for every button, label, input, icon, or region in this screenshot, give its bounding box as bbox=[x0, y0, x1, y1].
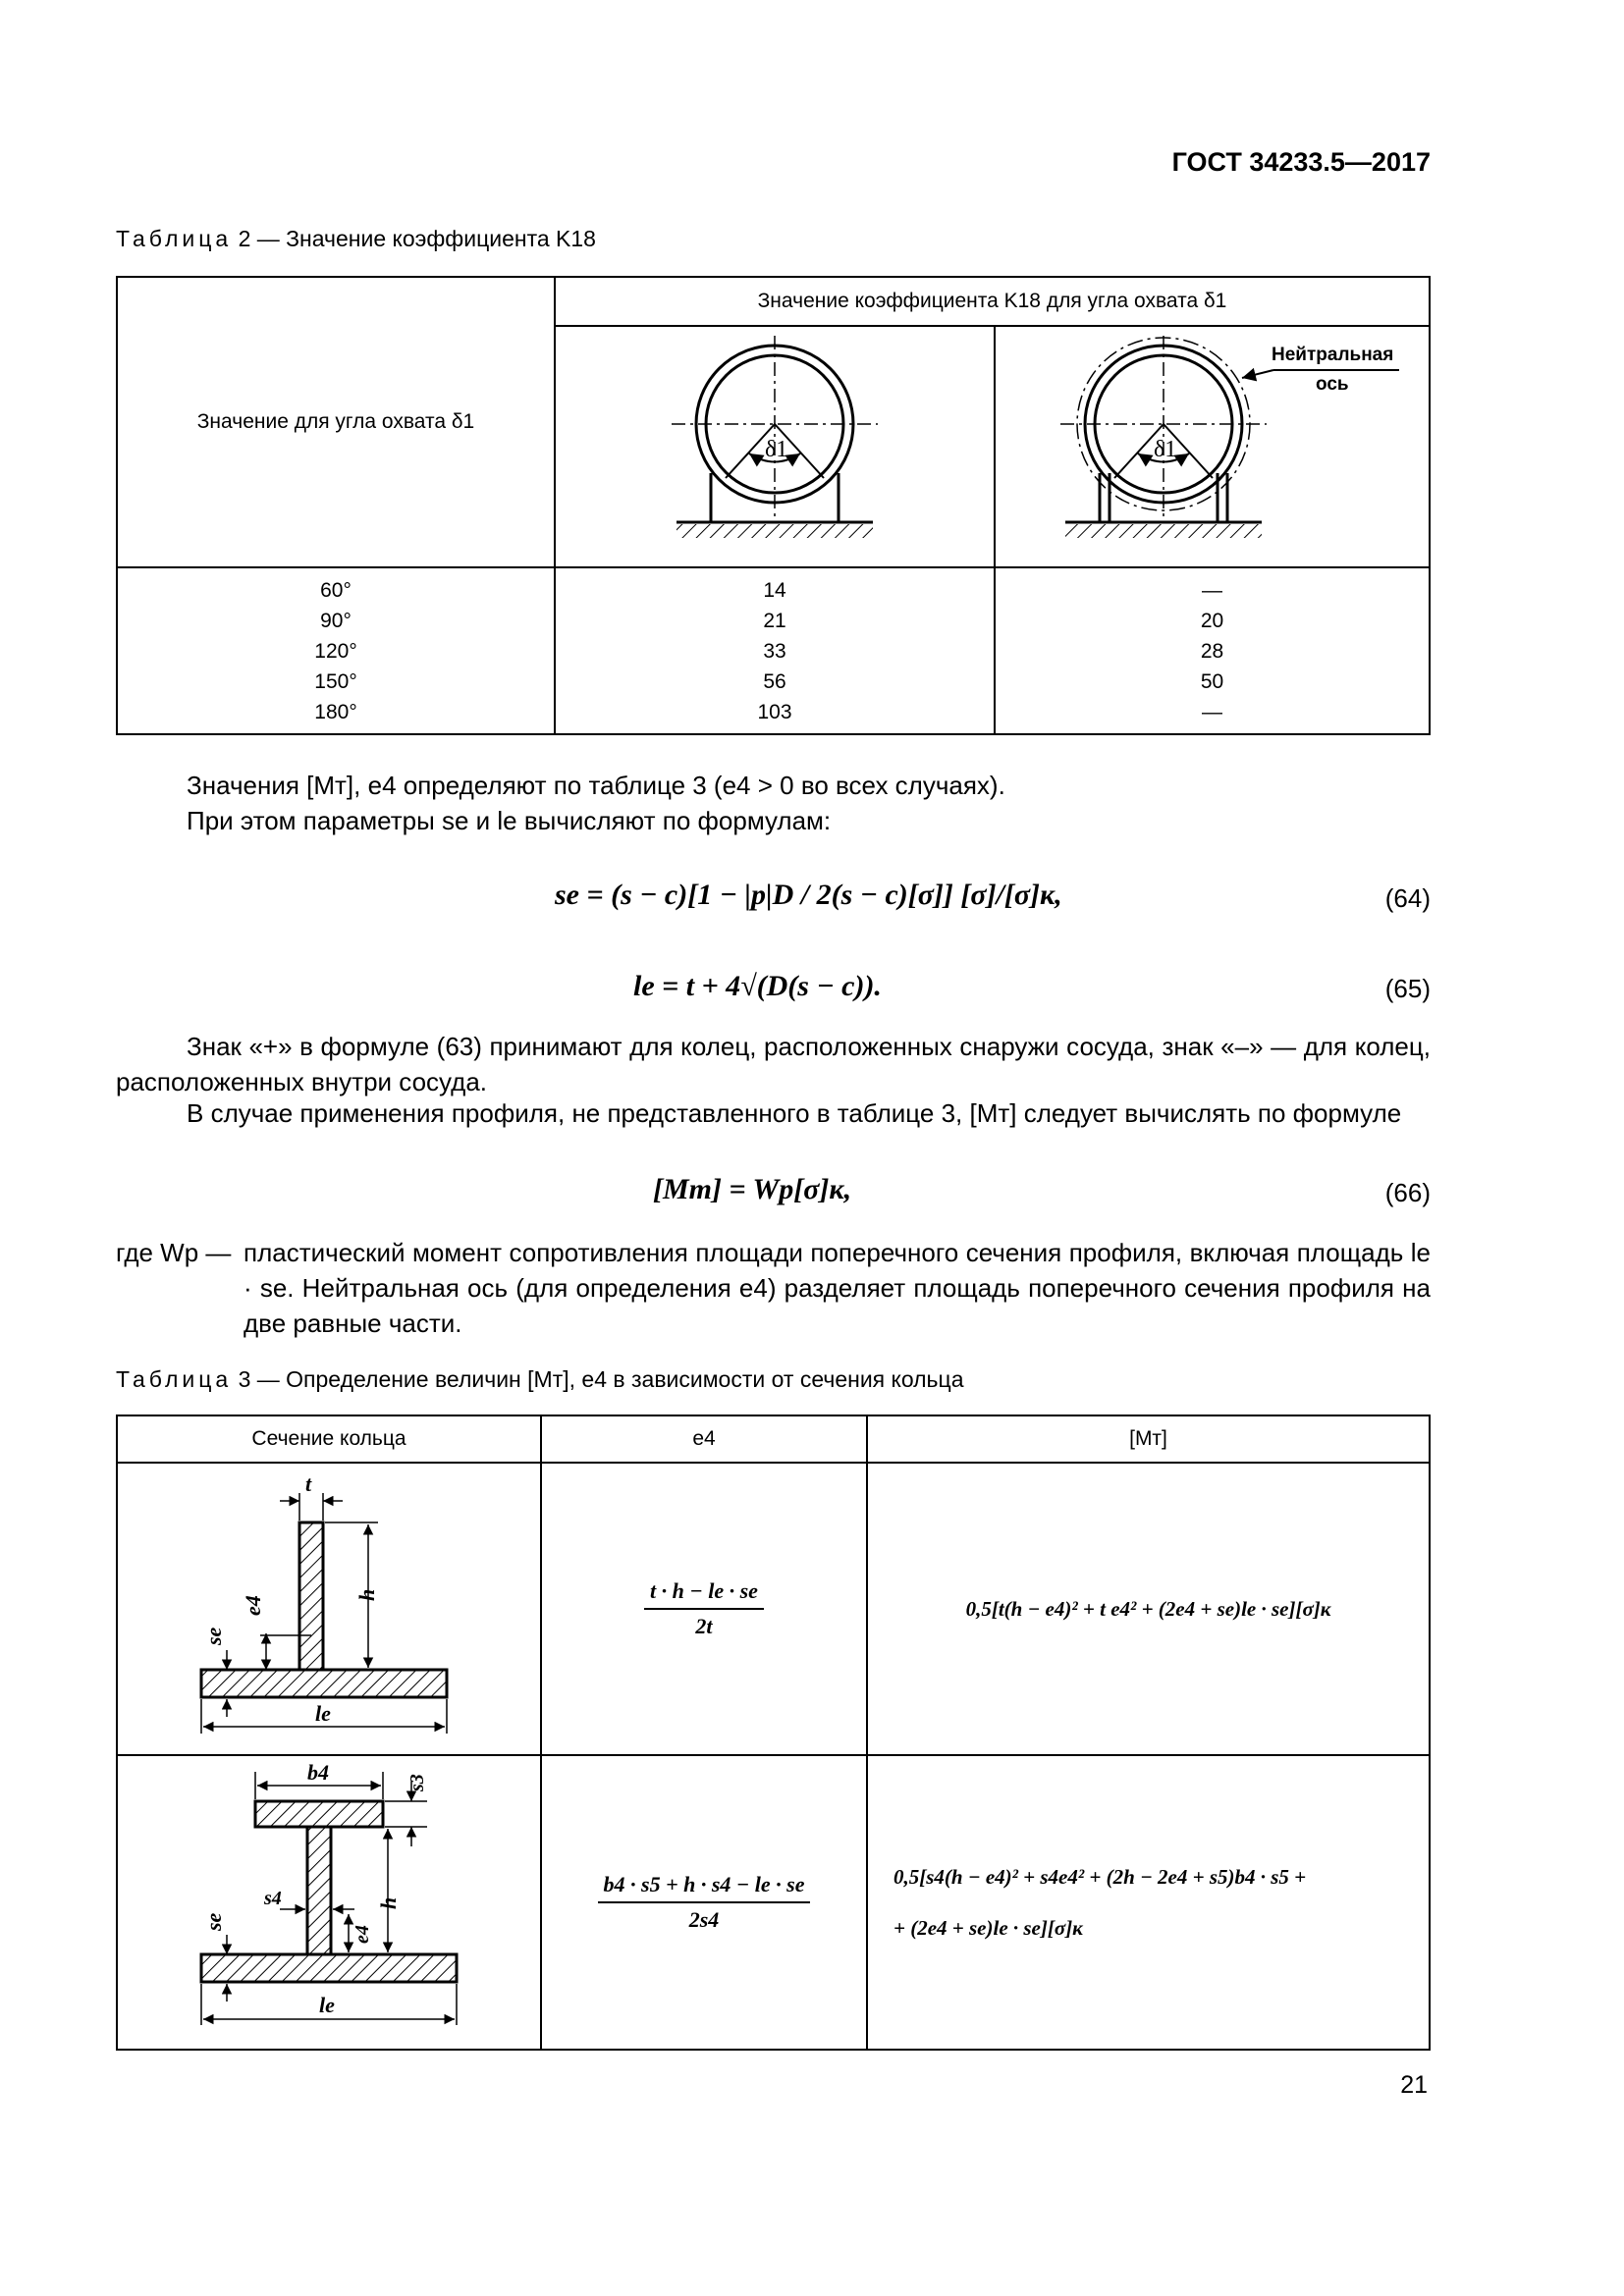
row1-e4-denominator: 2t bbox=[695, 1614, 713, 1638]
label-e4: e4 bbox=[241, 1595, 265, 1616]
ring-support-diagram-1 bbox=[667, 331, 883, 557]
paragraph-mt-e4: Значения [Mт], e4 определяют по таблице 3 (e4 > 0 во всех случаях). bbox=[187, 771, 1005, 800]
label-s3: s3 bbox=[406, 1774, 428, 1791]
table2-row-k2: — bbox=[1202, 578, 1222, 602]
table2-angle-values bbox=[117, 567, 555, 734]
label-se-2: se bbox=[201, 1912, 226, 1931]
label-s4: s4 bbox=[264, 1888, 282, 1909]
table2-diagram-outer-ring bbox=[555, 326, 995, 567]
row2-e4-numerator: b4 · s5 + h · s4 − le · se bbox=[598, 1872, 811, 1903]
table2-row-k1: 21 bbox=[763, 609, 786, 632]
label-e4-2: e4 bbox=[352, 1925, 373, 1944]
neutral-axis-label-1: Нейтральная bbox=[1271, 345, 1393, 365]
table2-row-k1: 56 bbox=[763, 669, 786, 693]
equation-65: le = t + 4√(D(s − c)). bbox=[633, 970, 882, 1002]
page-number: 21 bbox=[1400, 2071, 1428, 2099]
ring-support-diagram-2 bbox=[1006, 331, 1419, 557]
diagram2-angle-label: δ1 bbox=[1153, 437, 1176, 462]
label-h: h bbox=[354, 1588, 379, 1601]
table3-row2-section bbox=[117, 1755, 541, 2050]
equation-64: se = (s − c)[1 − |p|D / 2(s − c)[σ]] [σ]/[σ]к, bbox=[555, 879, 1062, 911]
table2-row-k2: — bbox=[1202, 700, 1222, 723]
table2-row-k1: 103 bbox=[757, 700, 792, 723]
paragraph-params: При этом параметры se и le вычисляют по формулам: bbox=[187, 806, 832, 835]
table3-header-mt: [Mт] bbox=[867, 1415, 1430, 1463]
table2-caption bbox=[116, 226, 596, 252]
table2-group-header: Значение коэффициента K18 для угла охвата δ1 bbox=[555, 277, 1430, 326]
table2-diagram-inner-ring bbox=[995, 326, 1430, 567]
diagram1-angle-label: δ1 bbox=[765, 437, 788, 462]
table3-caption bbox=[116, 1366, 964, 1393]
table3-row2-e4 bbox=[541, 1755, 867, 2050]
table3 bbox=[116, 1415, 1431, 2051]
table2-k-inner-values bbox=[995, 567, 1430, 734]
table2-row-angle: 120° bbox=[314, 639, 357, 663]
row1-e4-numerator: t · h − le · se bbox=[644, 1578, 764, 1610]
equation-66: [Mт] = Wp[σ]к, bbox=[653, 1173, 852, 1205]
t-profile-diagram bbox=[182, 1473, 476, 1738]
equation-65-number: (65) bbox=[1384, 974, 1431, 1003]
where-definition: пластический момент сопротивления площади поперечного сечения профиля, включая площадь le · se. Нейтральная ось (для определения e4) разделяет площадь поперечного сечения профиля на две равные части. bbox=[244, 1238, 1431, 1338]
table2-col1-header: Значение для угла охвата δ1 bbox=[117, 277, 555, 567]
label-t: t bbox=[305, 1473, 312, 1496]
table2-caption-label: Таблица bbox=[116, 226, 233, 251]
table2-row-k2: 50 bbox=[1200, 669, 1224, 693]
table3-row2-mt bbox=[867, 1755, 1430, 2050]
table3-row1-section bbox=[117, 1463, 541, 1755]
table3-row1-mt: 0,5[t(h − e4)² + t e4² + (2e4 + se)le · se][σ]к bbox=[867, 1463, 1430, 1755]
table3-header-section: Сечение кольца bbox=[117, 1415, 541, 1463]
table3-header-e4: e4 bbox=[541, 1415, 867, 1463]
neutral-axis-label-2: ось bbox=[1315, 374, 1349, 395]
label-h2: h bbox=[376, 1896, 401, 1909]
table2-row-angle: 180° bbox=[314, 700, 357, 723]
row2-e4-denominator: 2s4 bbox=[688, 1907, 720, 1932]
table2-row-k1: 33 bbox=[763, 639, 786, 663]
table3-caption-text: 3 — Определение величин [Mт], e4 в зависимости от сечения кольца bbox=[238, 1366, 964, 1392]
row2-mt-line2: + (2e4 + se)le · se][σ]к bbox=[893, 1916, 1083, 1940]
table2-row-k2: 20 bbox=[1200, 609, 1224, 632]
document-number: ГОСТ 34233.5—2017 bbox=[1171, 147, 1431, 177]
table2-row-k2: 28 bbox=[1200, 639, 1224, 663]
label-b4: b4 bbox=[307, 1762, 329, 1785]
i-profile-diagram bbox=[182, 1762, 476, 2037]
label-le-2: le bbox=[319, 1993, 335, 2017]
equation-64-number: (64) bbox=[1384, 883, 1431, 913]
where-label: где Wp — bbox=[116, 1238, 232, 1267]
table2-caption-text: 2 — Значение коэффициента K18 bbox=[238, 226, 596, 251]
row1-e4-fraction bbox=[644, 1578, 764, 1639]
table2-row-angle: 90° bbox=[320, 609, 352, 632]
label-le: le bbox=[315, 1701, 331, 1726]
table3-caption-label: Таблица bbox=[116, 1366, 233, 1392]
table3-row1-e4 bbox=[541, 1463, 867, 1755]
table2-row-angle: 60° bbox=[320, 578, 352, 602]
table2-row-k1: 14 bbox=[763, 578, 786, 602]
table2-k-outer-values bbox=[555, 567, 995, 734]
table2-row-angle: 150° bbox=[314, 669, 357, 693]
table2 bbox=[116, 276, 1431, 735]
equation-66-number: (66) bbox=[1384, 1178, 1431, 1207]
row2-e4-fraction bbox=[598, 1872, 811, 1933]
paragraph-sign: Знак «+» в формуле (63) принимают для колец, расположенных снаружи сосуда, знак «–» — для колец, расположенных внутри сосуда. bbox=[116, 1032, 1431, 1096]
paragraph-profile: В случае применения профиля, не представленного в таблице 3, [Mт] следует вычислять по формуле bbox=[187, 1098, 1402, 1128]
row2-mt-line1: 0,5[s4(h − e4)² + s4e4² + (2h − 2e4 + s5)b4 · s5 + bbox=[893, 1865, 1307, 1889]
label-se: se bbox=[201, 1627, 226, 1645]
